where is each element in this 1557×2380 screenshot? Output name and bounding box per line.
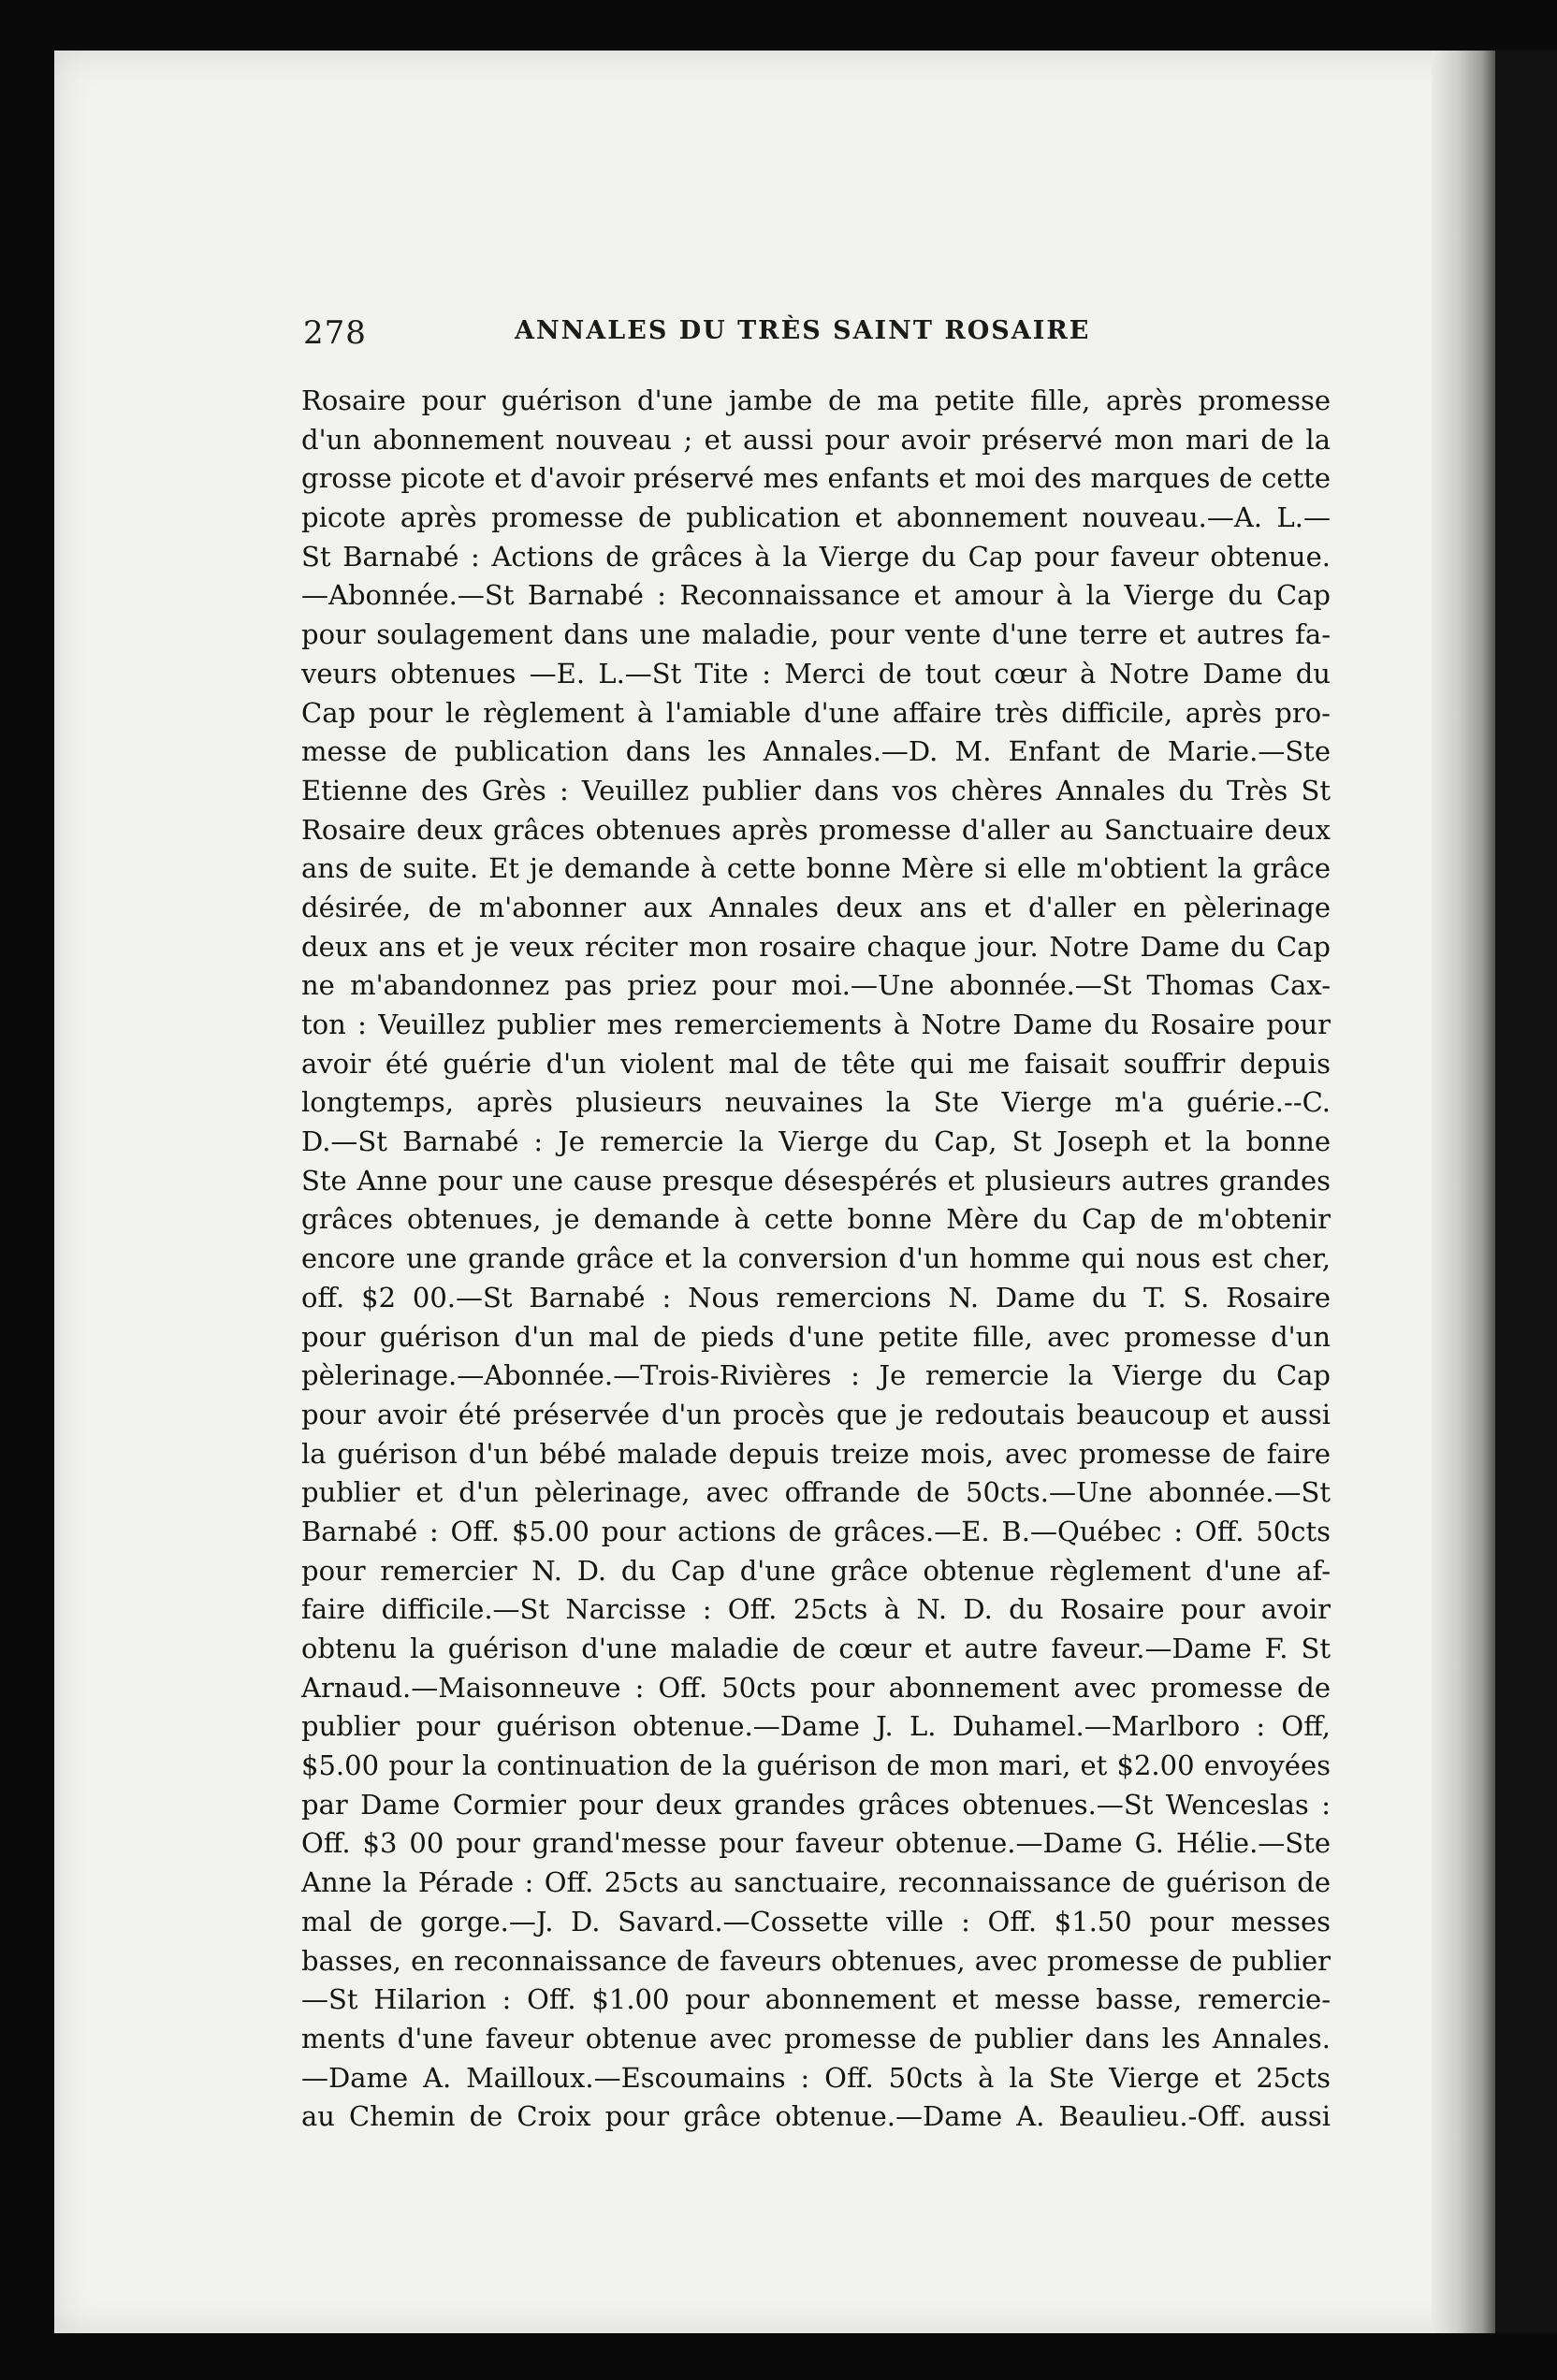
text-line: longtemps, après plusieurs neuvaines la Ste Vierge m'a guérie.--C. [301,1086,1331,1119]
text-line: Cap pour le règlement à l'amiable d'une affaire très difficile, après pro- [301,696,1331,729]
text-line: pour remercier N. D. du Cap d'une grâce obtenue règlement d'une af- [301,1554,1331,1587]
text-line: veurs obtenues —E. L.—St Tite : Merci de tout cœur à Notre Dame du [301,657,1331,689]
text-line: ans de suite. Et je demande à cette bonne Mère si elle m'obtient la grâce [301,852,1331,885]
text-line: mal de gorge.—J. D. Savard.—Cossette ville : Off. $1.50 pour messes [301,1905,1331,1937]
text-line: Arnaud.—Maisonneuve : Off. 50cts pour abonnement avec promesse de [301,1671,1331,1704]
text-line: picote après promesse de publication et abonnement nouveau.—A. L.— [301,501,1331,534]
text-line: la guérison d'un bébé malade depuis treize mois, avec promesse de faire [301,1437,1331,1470]
text-line: pour soulagement dans une maladie, pour vente d'une terre et autres fa- [301,618,1331,651]
scan-border-right [1495,51,1557,2333]
running-title: ANNALES DU TRÈS SAINT ROSAIRE [515,316,1091,345]
text-line: Anne la Pérade : Off. 25cts au sanctuaire, reconnaissance de guérison de [301,1866,1331,1899]
text-line: d'un abonnement nouveau ; et aussi pour avoir préservé mon mari de la [301,423,1331,456]
text-line: pour guérison d'un mal de pieds d'une petite fille, avec promesse d'un [301,1320,1331,1353]
text-line: pour avoir été préservée d'un procès que je redoutais beaucoup et aussi [301,1398,1331,1430]
page-number: 278 [303,314,367,352]
text-line: D.—St Barnabé : Je remercie la Vierge du Cap, St Joseph et la bonne [301,1125,1331,1158]
text-line: Off. $3 00 pour grand'messe pour faveur obtenue.—Dame G. Hélie.—Ste [301,1827,1331,1860]
text-line: obtenu la guérison d'une maladie de cœur et autre faveur.—Dame F. St [301,1633,1331,1664]
text-line: St Barnabé : Actions de grâces à la Vierge du Cap pour faveur obtenue. [301,540,1331,573]
text-line: messe de publication dans les Annales.—D. M. Enfant de Marie.—Ste [301,735,1331,768]
text-line: pèlerinage.—Abonnée.—Trois-Rivières : Je remercie la Vierge du Cap [301,1359,1331,1392]
text-line: ton : Veuillez publier mes remerciements à Notre Dame du Rosaire pour [301,1009,1331,1040]
text-line: Barnabé : Off. $5.00 pour actions de grâces.—E. B.—Québec : Off. 50cts [301,1515,1331,1547]
text-line: par Dame Cormier pour deux grandes grâces obtenues.—St Wenceslas : [301,1788,1331,1821]
text-line: —Dame A. Mailloux.—Escoumains : Off. 50cts à la Ste Vierge et 25cts [301,2061,1331,2094]
text-line: —Abonnée.—St Barnabé : Reconnaissance et amour à la Vierge du Cap [301,579,1331,612]
text-line: Rosaire pour guérison d'une jambe de ma petite fille, après promesse [301,385,1331,416]
page-header [303,314,1145,363]
text-line: —St Hilarion : Off. $1.00 pour abonnement et messe basse, remercie- [301,1983,1331,2016]
text-line: deux ans et je veux réciter mon rosaire chaque jour. Notre Dame du Cap [301,930,1331,963]
text-line: ments d'une faveur obtenue avec promesse de publier dans les Annales. [301,2022,1331,2054]
body-text [301,382,1331,2137]
text-line: basses, en reconnaissance de faveurs obtenues, avec promesse de publier [301,1944,1331,1977]
text-line: publier et d'un pèlerinage, avec offrande de 50cts.—Une abonnée.—St [301,1476,1331,1509]
text-line: Etienne des Grès : Veuillez publier dans vos chères Annales du Très St [301,774,1331,806]
text-line: $5.00 pour la continuation de la guérison de mon mari, et $2.00 envoyées [301,1749,1331,1782]
text-line: publier pour guérison obtenue.—Dame J. L. Duhamel.—Marlboro : Off, [301,1710,1331,1743]
text-line: au Chemin de Croix pour grâce obtenue.—Dame A. Beaulieu.-Off. aussi [301,2100,1331,2133]
text-line: faire difficile.—St Narcisse : Off. 25cts à N. D. du Rosaire pour avoir [301,1593,1331,1626]
text-line: Rosaire deux grâces obtenues après promesse d'aller au Sanctuaire deux [301,813,1331,846]
text-line: désirée, de m'abonner aux Annales deux ans et d'aller en pèlerinage [301,891,1331,923]
text-line: encore une grande grâce et la conversion d'un homme qui nous est cher, [301,1242,1331,1275]
text-line: grâces obtenues, je demande à cette bonne Mère du Cap de m'obtenir [301,1203,1331,1236]
text-line: grosse picote et d'avoir préservé mes enfants et moi des marques de cette [301,462,1331,495]
text-line: Ste Anne pour une cause presque désespérés et plusieurs autres grandes [301,1164,1331,1197]
text-line: avoir été guérie d'un violent mal de tête qui me faisait souffrir depuis [301,1047,1331,1080]
text-line: off. $2 00.—St Barnabé : Nous remercions N. Dame du T. S. Rosaire [301,1281,1331,1313]
page-gutter-shadow [1432,51,1495,2333]
text-line: ne m'abandonnez pas priez pour moi.—Une abonnée.—St Thomas Cax- [301,969,1331,1002]
